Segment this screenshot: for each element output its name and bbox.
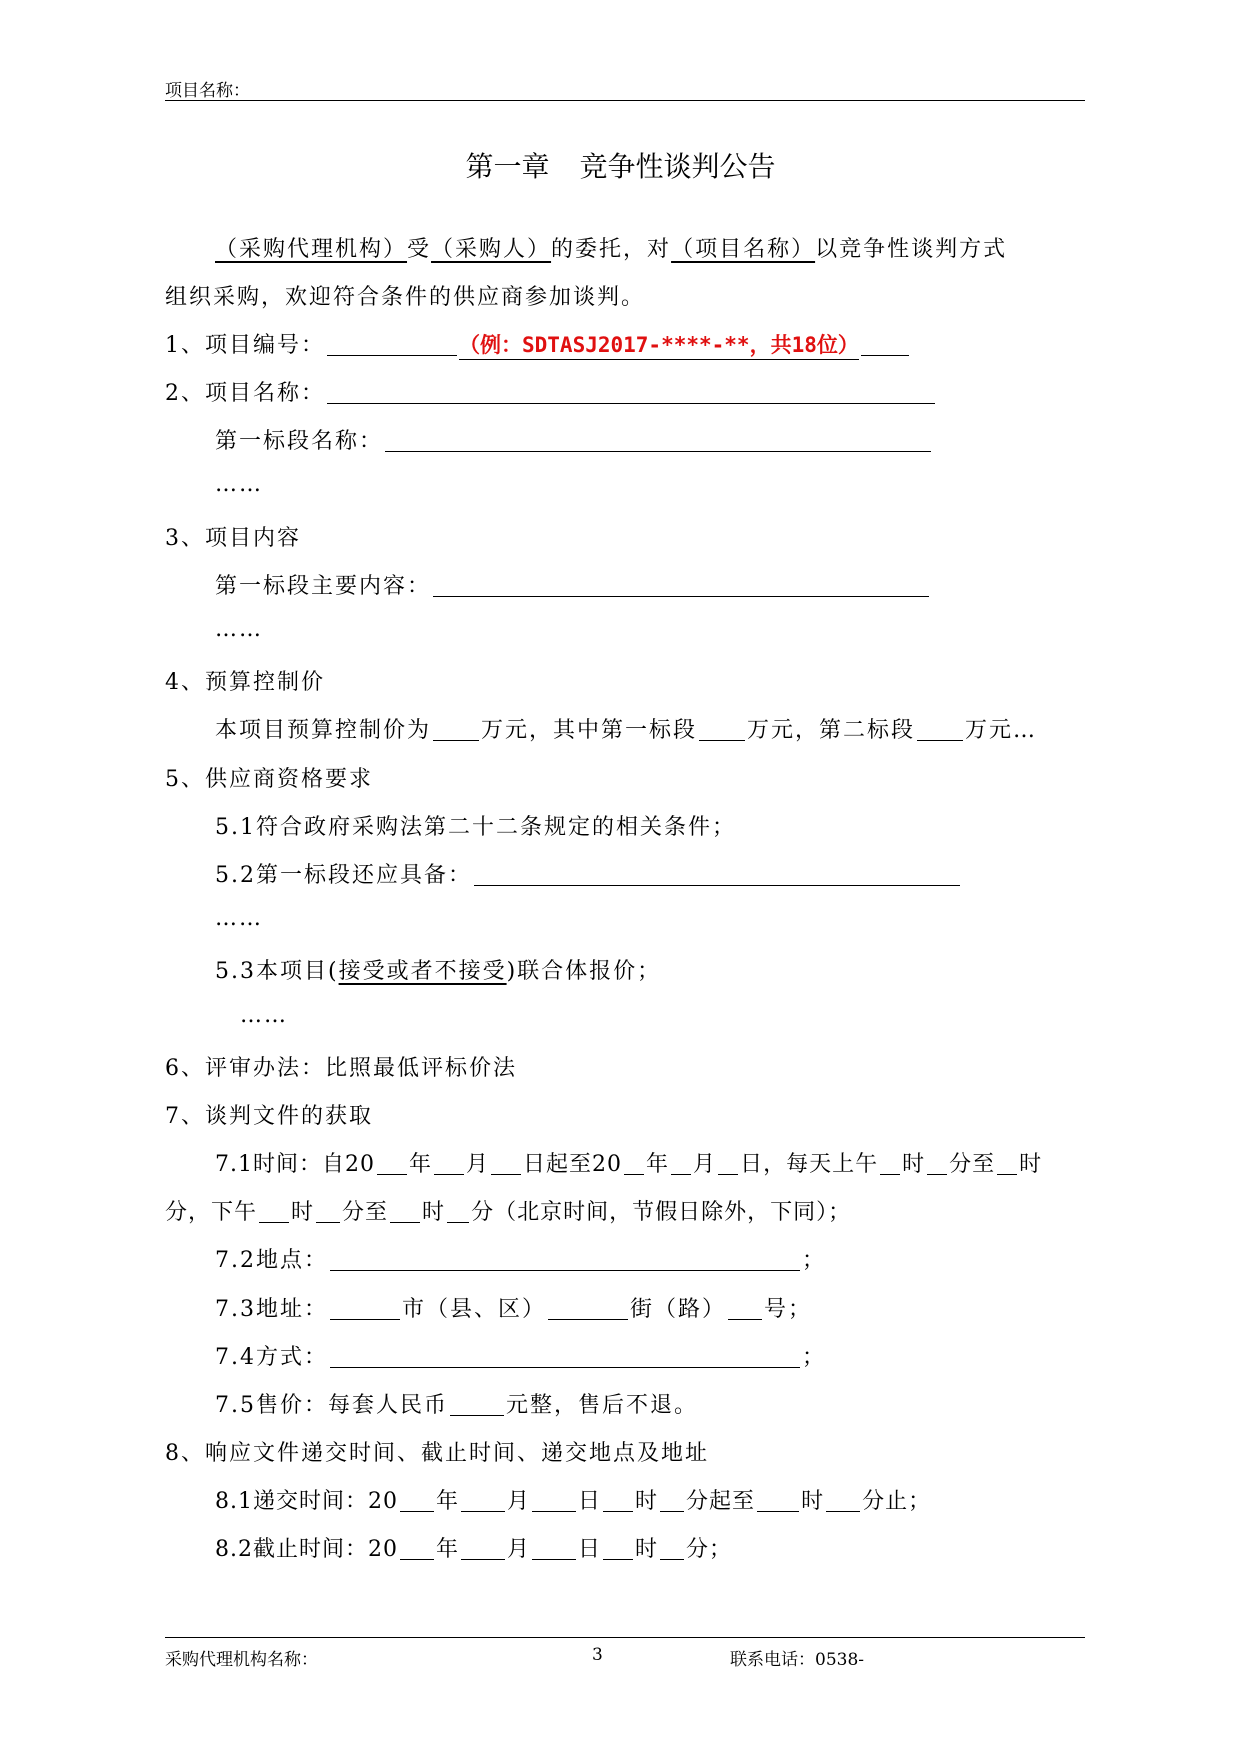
project-number-field[interactable] (327, 333, 457, 356)
intro-line-1: （采购代理机构）受（采购人）的委托，对（项目名称）以竞争性谈判方式 (215, 237, 1008, 262)
ellipsis: …… (215, 472, 263, 497)
ellipsis: …… (215, 906, 263, 931)
lot1-name-field[interactable] (385, 429, 931, 452)
header-project-label: 项目名称： (165, 81, 250, 101)
section-5-heading: 5、供应商资格要求 (165, 767, 373, 792)
footer-agency-label: 采购代理机构名称： (165, 1650, 318, 1670)
number-field[interactable] (728, 1297, 762, 1320)
section-7-heading: 7、谈判文件的获取 (165, 1104, 373, 1129)
place-field[interactable] (330, 1248, 800, 1271)
submission-time-row: 8.1递交时间：20 年 月 日 时 分起至 时 分止； (215, 1489, 932, 1514)
acquisition-place-row: 7.2地点： ； (215, 1248, 827, 1273)
project-number-example: （例：SDTASJ2017-****-**，共18位） (459, 333, 859, 357)
intro-line-2: 组织采购，欢迎符合条件的供应商参加谈判。 (165, 285, 646, 310)
project-name-row: 2、项目名称： (165, 376, 937, 407)
project-placeholder[interactable]: （项目名称） (671, 237, 816, 262)
acquisition-time-row: 7.1时间：自20 年 月 日起至20 年 月 日，每天上午 时 分至 时 (215, 1152, 1043, 1177)
budget-lot1-field[interactable] (699, 718, 745, 741)
lot1-qualification-field[interactable] (474, 863, 960, 886)
page-number: 3 (592, 1645, 603, 1665)
budget-row: 本项目预算控制价为 万元，其中第一标段 万元，第二标段 万元… (215, 718, 1038, 743)
lot1-name-row: 第一标段名称： (215, 424, 933, 455)
price-row: 7.5售价：每套人民币 元整，售后不退。 (215, 1393, 699, 1418)
section-4-heading: 4、预算控制价 (165, 670, 325, 695)
street-field[interactable] (548, 1297, 628, 1320)
purchaser-placeholder[interactable]: （采购人） (431, 237, 552, 262)
chapter-number: 第一章 (465, 150, 550, 183)
qualification-5-3: 5.3本项目(接受或者不接受)联合体报价； (215, 959, 662, 984)
header-divider (165, 100, 1085, 101)
lot1-content-field[interactable] (433, 574, 929, 597)
price-field[interactable] (450, 1393, 504, 1416)
section-8-heading: 8、响应文件递交时间、截止时间、递交地点及地址 (165, 1441, 709, 1466)
page-title (0, 145, 1241, 185)
section-6-evaluation: 6、评审办法：比照最低评标价法 (165, 1056, 517, 1081)
budget-total-field[interactable] (433, 718, 479, 741)
consortium-option[interactable]: 接受或者不接受 (338, 959, 507, 984)
deadline-time-row: 8.2截止时间：20 年 月 日 时 分； (215, 1537, 733, 1562)
budget-lot2-field[interactable] (917, 718, 963, 741)
city-field[interactable] (330, 1297, 400, 1320)
method-field[interactable] (330, 1345, 800, 1368)
project-name-field[interactable] (327, 381, 935, 404)
qualification-5-2: 5.2第一标段还应具备： (215, 858, 962, 889)
footer-divider (165, 1637, 1085, 1638)
acquisition-address-row: 7.3地址： 市（县、区） 街（路） 号； (215, 1297, 813, 1322)
agency-placeholder[interactable]: （采购代理机构） (215, 237, 408, 262)
footer-phone: 联系电话：0538- (730, 1650, 865, 1670)
project-number-row: 1、项目编号： （例：SDTASJ2017-****-**，共18位） (165, 328, 911, 360)
qualification-5-1: 5.1符合政府采购法第二十二条规定的相关条件； (215, 815, 736, 840)
section-3-heading: 3、项目内容 (165, 526, 301, 551)
acquisition-method-row: 7.4方式： ； (215, 1345, 827, 1370)
ellipsis: …… (215, 617, 263, 642)
acquisition-time-row-2: 分，下午 时 分至 时 分（北京时间，节假日除外，下同）； (165, 1200, 852, 1225)
chapter-title: 竞争性谈判公告 (579, 150, 776, 183)
lot1-content-row: 第一标段主要内容： (215, 569, 931, 600)
ellipsis: …… (240, 1003, 288, 1028)
